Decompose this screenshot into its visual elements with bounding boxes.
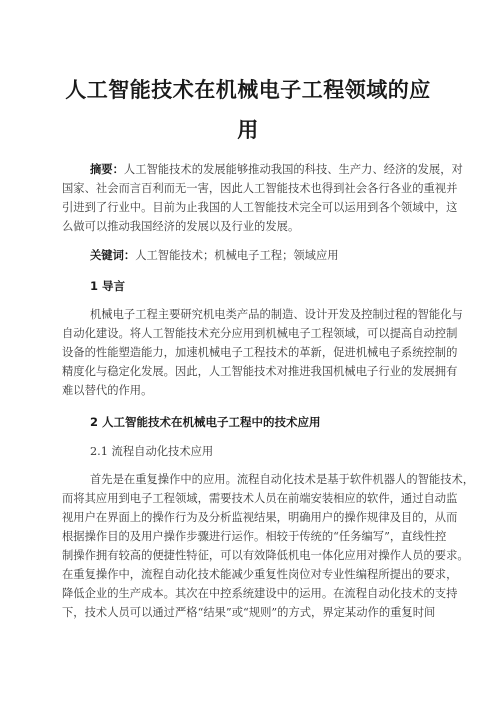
section-2-line-7: 降低企业的生产成本。其次在中控系统建设中的运用。在流程自动化技术的支持 (62, 587, 458, 600)
article-title (60, 70, 436, 150)
section-1-line-4: 精度化与稳定化发展。因此，人工智能技术对推进我国机械电子行业的发展拥有 (62, 365, 458, 378)
section-2-line-8: 下，技术人员可以通过严格“结果”或“规则”的方式，界定某动作的重复时间 (62, 606, 436, 619)
section-1-line-1: 机械电子工程主要研究机电类产品的制造、设计开发及控制过程的智能化与 (90, 308, 463, 321)
article-title-line-1: 人工智能技术在机械电子工程领域的应 (65, 78, 431, 102)
abstract-label: 摘要： (90, 163, 124, 176)
section-2-line-6: 在重复操作中，流程自动化技术能减少重复性岗位对专业性编程所提出的要求， (62, 568, 458, 581)
section-2-1-subheading: 2.1 流程自动化技术应用 (90, 445, 214, 458)
section-2-line-3: 视用户在界面上的操作行为及分析监视结果，明确用户的操作规律及目的，从而 (62, 511, 458, 524)
article-title-line-2: 用 (237, 118, 259, 142)
abstract-text-1: 人工智能技术的发展能够推动我国的科技、生产力、经济的发展，对 (123, 163, 463, 176)
keywords-line (90, 248, 339, 264)
abstract-line-2: 国家、社会而言百利而无一害，因此人工智能技术也得到社会各行各业的重视并 (62, 182, 458, 195)
section-2-line-5: 制操作拥有较高的便捷性特征，可以有效降低机电一体化应用对操作人员的要求。 (62, 549, 469, 562)
section-1-line-5: 难以替代的作用。 (62, 384, 153, 397)
keywords-text: 人工智能技术；机械电子工程；领域应用 (135, 249, 339, 262)
abstract-line-4: 么做可以推动我国经济的发展以及行业的发展。 (62, 220, 300, 233)
keywords-label: 关键词： (90, 249, 136, 262)
section-2-line-4: 根据操作目的及用户操作步骤进行运作。相较于传统的“任务编写”，直线性控 (62, 530, 447, 543)
abstract-line-3: 引进到了行业中。目前为止我国的人工智能技术完全可以运用到各个领域中，这 (62, 201, 458, 214)
section-1-line-2: 自动化建设。将人工智能技术充分应用到机械电子工程领域，可以提高自动控制 (62, 327, 458, 340)
section-2-line-1: 首先是在重复操作中的应用。流程自动化技术是基于软件机器人的智能技术， (90, 473, 475, 486)
section-2-line-2: 而将其应用到电子工程领域，需要技术人员在前端安装相应的软件，通过自动监 (62, 492, 458, 505)
abstract-line-1 (90, 162, 463, 178)
section-1-line-3: 设备的性能塑造能力，加速机械电子工程技术的革新，促进机械电子系统控制的 (62, 346, 458, 359)
section-2-heading: 2 人工智能技术在机械电子工程中的技术应用 (90, 415, 321, 429)
section-1-heading: 1 导言 (90, 279, 126, 293)
